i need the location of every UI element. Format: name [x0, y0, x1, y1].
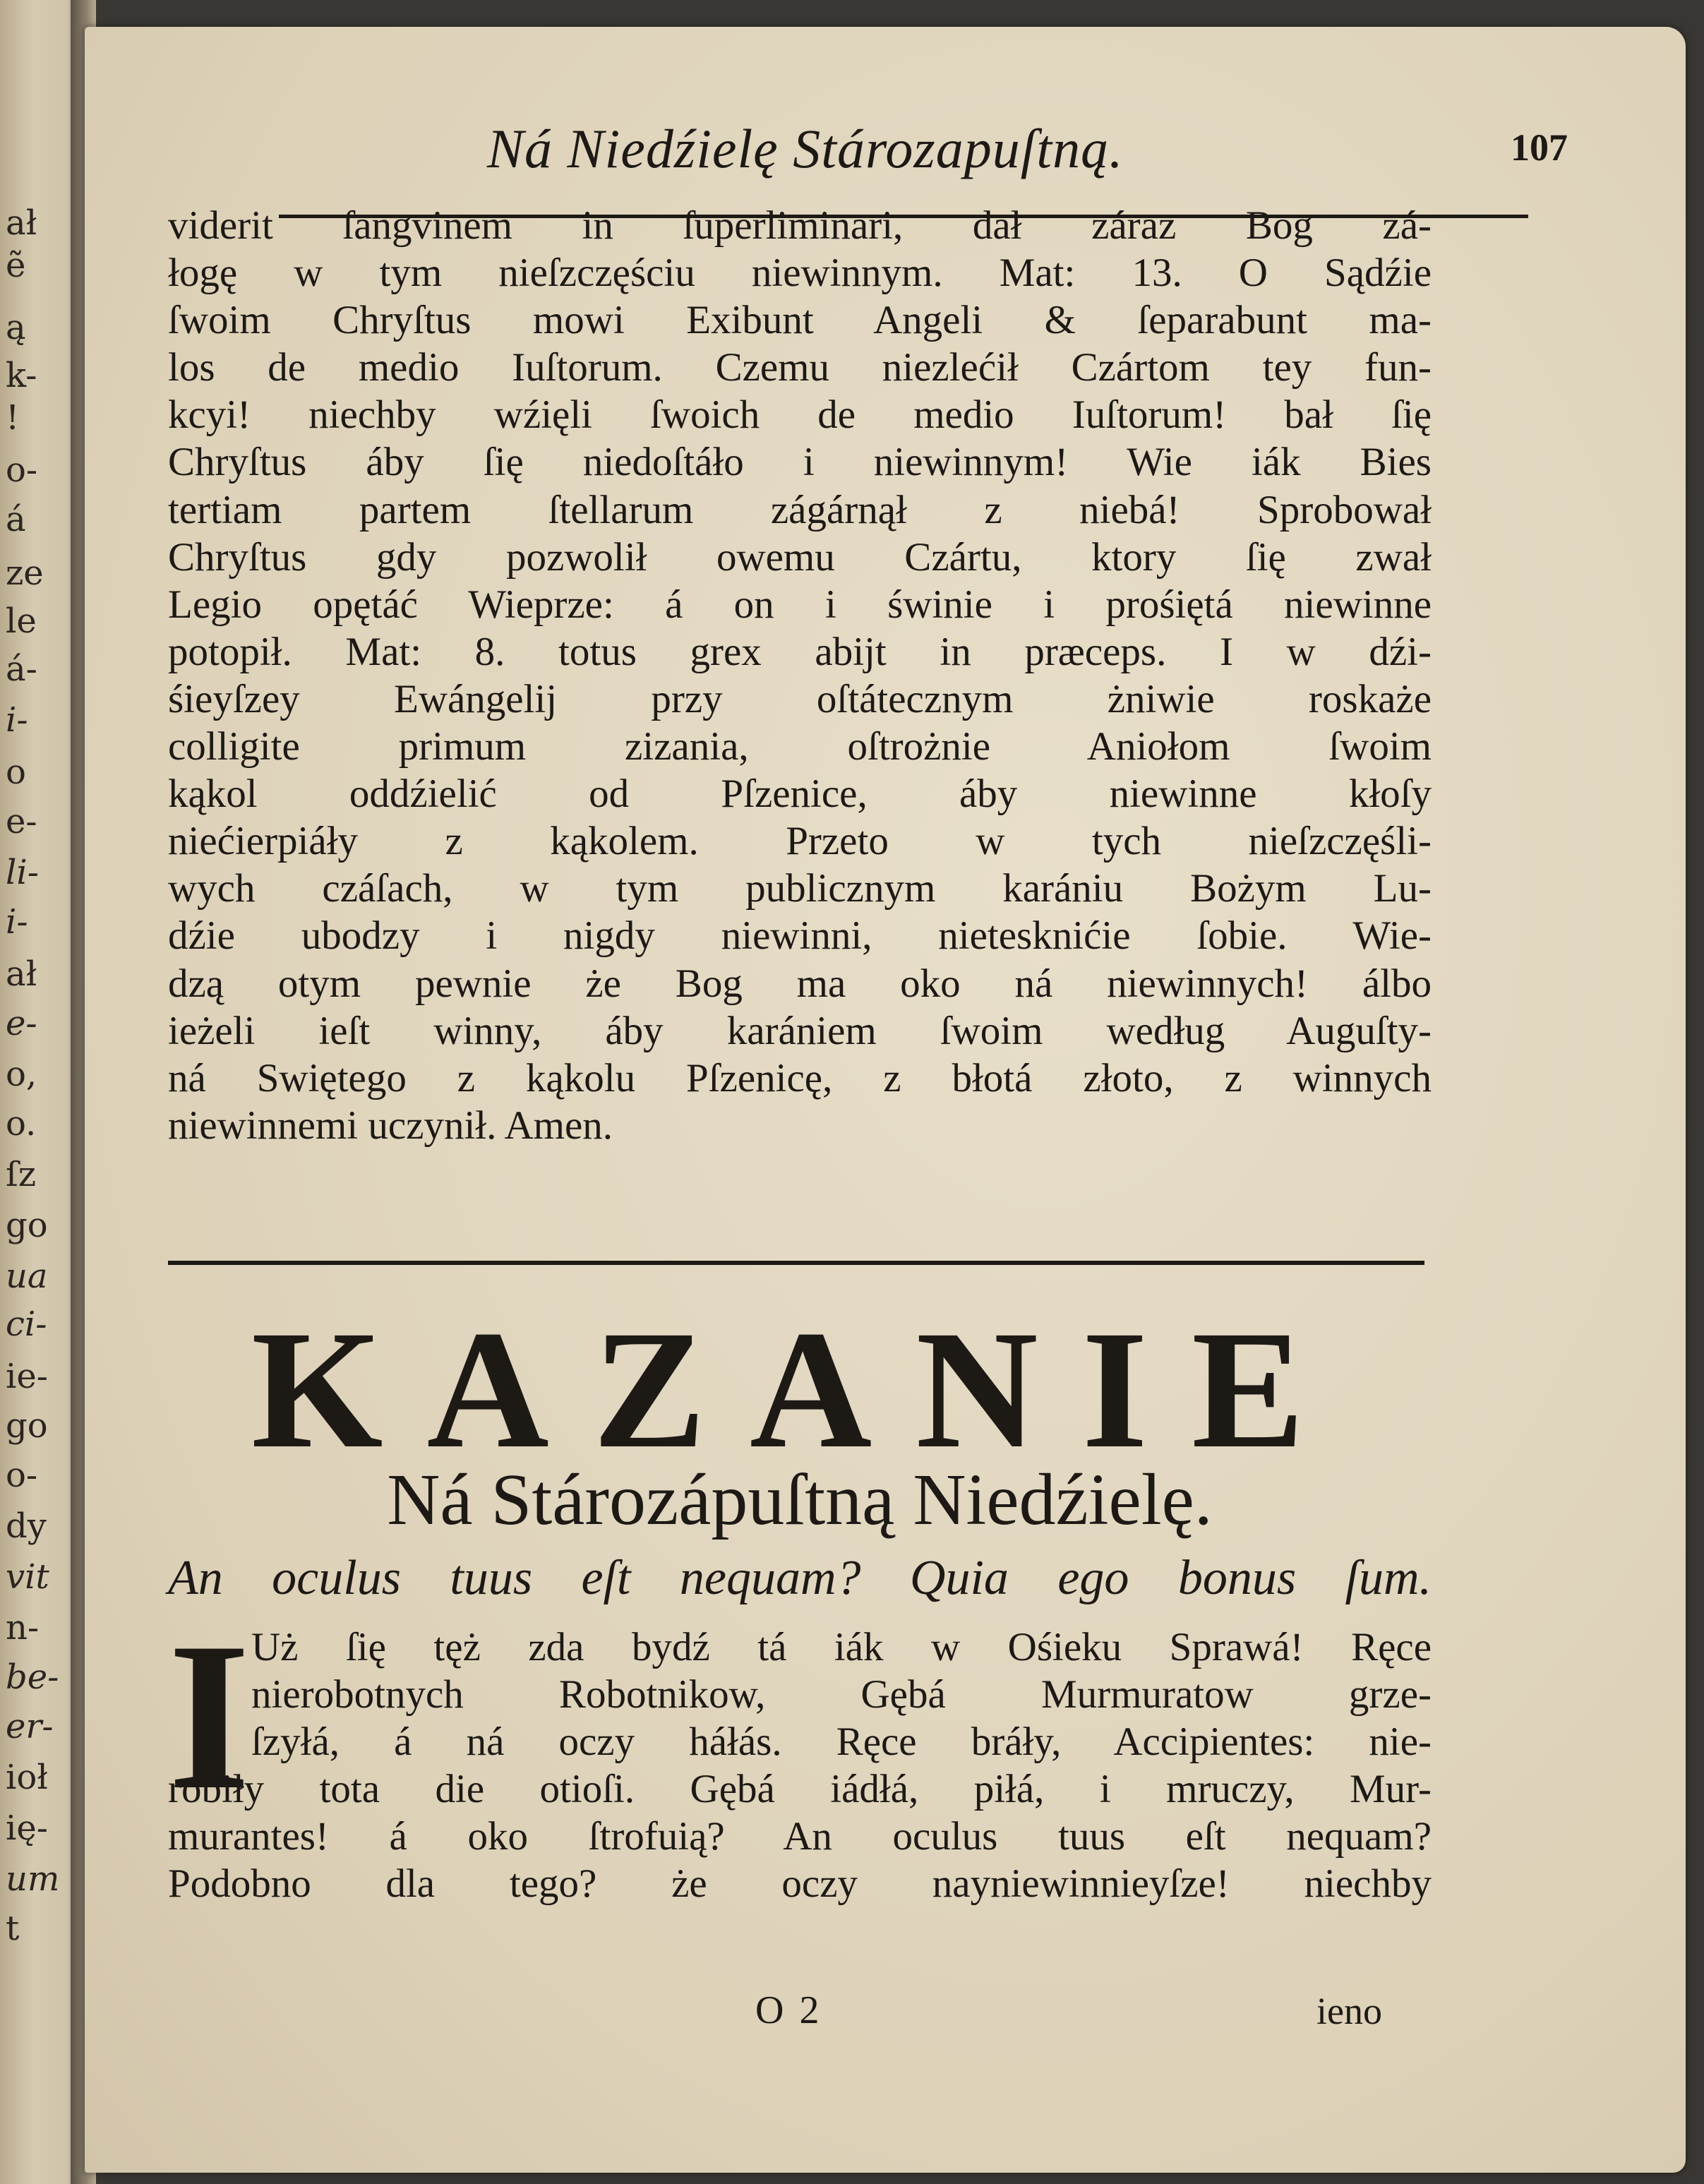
facing-page-fragment: o, [6, 1055, 37, 1094]
text-line: murantes! á oko ſtrofuią? An oculus tuus eſt nequam? [168, 1814, 1432, 1859]
facing-page-fragment: le [6, 601, 37, 641]
epigraph: An oculus tuus eſt nequam? Quia ego bonus ſum. [168, 1551, 1432, 1605]
facing-page-fragment: ał [6, 203, 37, 243]
facing-page-fragment: er- [6, 1707, 54, 1746]
facing-page-fragment: ie- [6, 1357, 48, 1396]
text-line: kąkol oddźielić od Pſzenice, áby niewinne kłoſy [168, 772, 1432, 817]
text-line: kcyi! niechby wźięli ſwoich de medio Iuſtorum! bał ſię [168, 392, 1432, 438]
facing-page-fragment: á- [6, 649, 37, 689]
facing-page-fragment: vit [6, 1557, 49, 1597]
facing-page-fragment: go [6, 1406, 48, 1446]
facing-page-fragment: n- [6, 1608, 40, 1648]
page-header [169, 89, 1568, 188]
facing-page-fragment: k- [6, 356, 37, 395]
facing-page-fragment: ą [6, 308, 26, 347]
text-line: los de medio Iuſtorum. Czemu niezlećił Czártom tey fun- [168, 345, 1432, 390]
text-line: dźie ubodzy i nigdy niewinni, nietesknićie ſobie. Wie- [168, 913, 1432, 959]
text-line: dzą otym pewnie że Bog ma oko ná niewinnych! álbo [168, 961, 1432, 1006]
text-line: ſwoim Chryſtus mowi Exibunt Angeli & ſeparabunt ma- [168, 298, 1432, 343]
facing-page-fragment: i- [6, 700, 28, 740]
text-line: ſzyłá, á ná oczy háłás. Ręce bráły, Accipientes: nie- [251, 1720, 1432, 1765]
text-line: robiły tota die otioſi. Gębá iádłá, piłá, i mruczy, Mur- [168, 1767, 1432, 1812]
drop-cap: I [168, 1599, 251, 1833]
text-line: viderit ſangvinem in ſuperliminari, dał záraz Bog zá- [168, 203, 1432, 248]
sermon-title: KAZANIE [251, 1295, 1349, 1483]
facing-page-fragment: i- [6, 902, 28, 942]
facing-page-fragment: go [6, 1206, 48, 1245]
facing-page-fragment: ał [6, 954, 37, 994]
text-line: śieyſzey Ewángelij przy oſtátecznym żniwie roskaże [168, 676, 1432, 721]
text-line: niećierpiáły z kąkolem. Przeto w tych nieſzczęśli- [168, 819, 1432, 864]
running-head: Ná Niedźielę Stározapuſtną. [487, 118, 1124, 179]
text-line: niewinnemi uczynił. Amen. [168, 1103, 613, 1148]
facing-page-fragment: ze [6, 553, 44, 593]
facing-page-fragment: um [6, 1859, 60, 1899]
facing-page-fragment: ioł [6, 1758, 48, 1797]
facing-page-fragment: o [6, 752, 26, 792]
facing-page-fragment: o. [6, 1104, 37, 1144]
facing-page-fragment: ię- [6, 1808, 48, 1848]
facing-page-fragment: ẽ [6, 246, 26, 285]
facing-page-fragment: t [6, 1909, 20, 1948]
facing-page-fragment: ! [6, 398, 20, 438]
book-page [85, 27, 1686, 2173]
text-line: łogę w tym nieſzczęściu niewinnym. Mat: 13. O Sądźie [168, 251, 1432, 296]
facing-page-fragment: ſz [6, 1155, 37, 1194]
text-line: ieżeli ieſt winny, áby karániem ſwoim według Auguſty- [168, 1008, 1432, 1053]
text-line: colligite primum zizania, oſtrożnie Aniołom ſwoim [168, 724, 1432, 769]
facing-page-fragment: ua [6, 1256, 48, 1296]
facing-page-fragment: be- [6, 1657, 59, 1697]
text-line: tertiam partem ſtellarum zágárnął z niebá! Sprobował [168, 487, 1432, 532]
text-line: Uż ſię tęż zda bydź tá iák w Ośieku Sprawá! Ręce [251, 1625, 1432, 1669]
facing-page-fragment: o- [6, 1456, 38, 1495]
signature-mark: O 2 [755, 1988, 822, 2032]
text-line: Podobno dla tego? że oczy nayniewinnieyſze! niechby [168, 1861, 1432, 1907]
text-line: ná Swiętego z kąkolu Pſzenicę, z błotá złoto, z winnych [168, 1055, 1432, 1100]
text-line: potopił. Mat: 8. totus grex abijt in præceps. I w dźi- [168, 629, 1432, 674]
text-line: wych czáſach, w tym publicznym karániu Bożym Lu- [168, 866, 1432, 911]
text-line: Chryſtus áby ſię niedoſtáło i niewinnym! Wie iák Bies [168, 440, 1432, 485]
section-divider [168, 1261, 1424, 1265]
sermon-conclusion-text [168, 202, 1432, 1149]
facing-page-fragment: ci- [6, 1304, 47, 1344]
text-line: Chryſtus gdy pozwolił owemu Czártu, ktory ſię zwał [168, 534, 1432, 580]
facing-page-fragment: dy [6, 1506, 47, 1546]
text-line: nierobotnych Robotnikow, Gębá Murmuratow grze- [251, 1672, 1432, 1717]
page-number: 107 [1511, 126, 1568, 169]
catchword: ieno [1316, 1990, 1382, 2032]
facing-page-fragment: li- [6, 853, 39, 892]
text-line: Legio opętáć Wieprze: á on i świnie i prośiętá niewinne [168, 582, 1432, 627]
sermon-subtitle: Ná Stározápuſtną Niedźielę. [387, 1459, 1213, 1540]
facing-page-fragment: á [6, 500, 26, 539]
facing-page-fragment: e- [6, 802, 37, 841]
facing-page-fragment: o- [6, 450, 38, 490]
sermon-opening-text [168, 1599, 1432, 1908]
facing-page-fragment: e- [6, 1004, 37, 1043]
